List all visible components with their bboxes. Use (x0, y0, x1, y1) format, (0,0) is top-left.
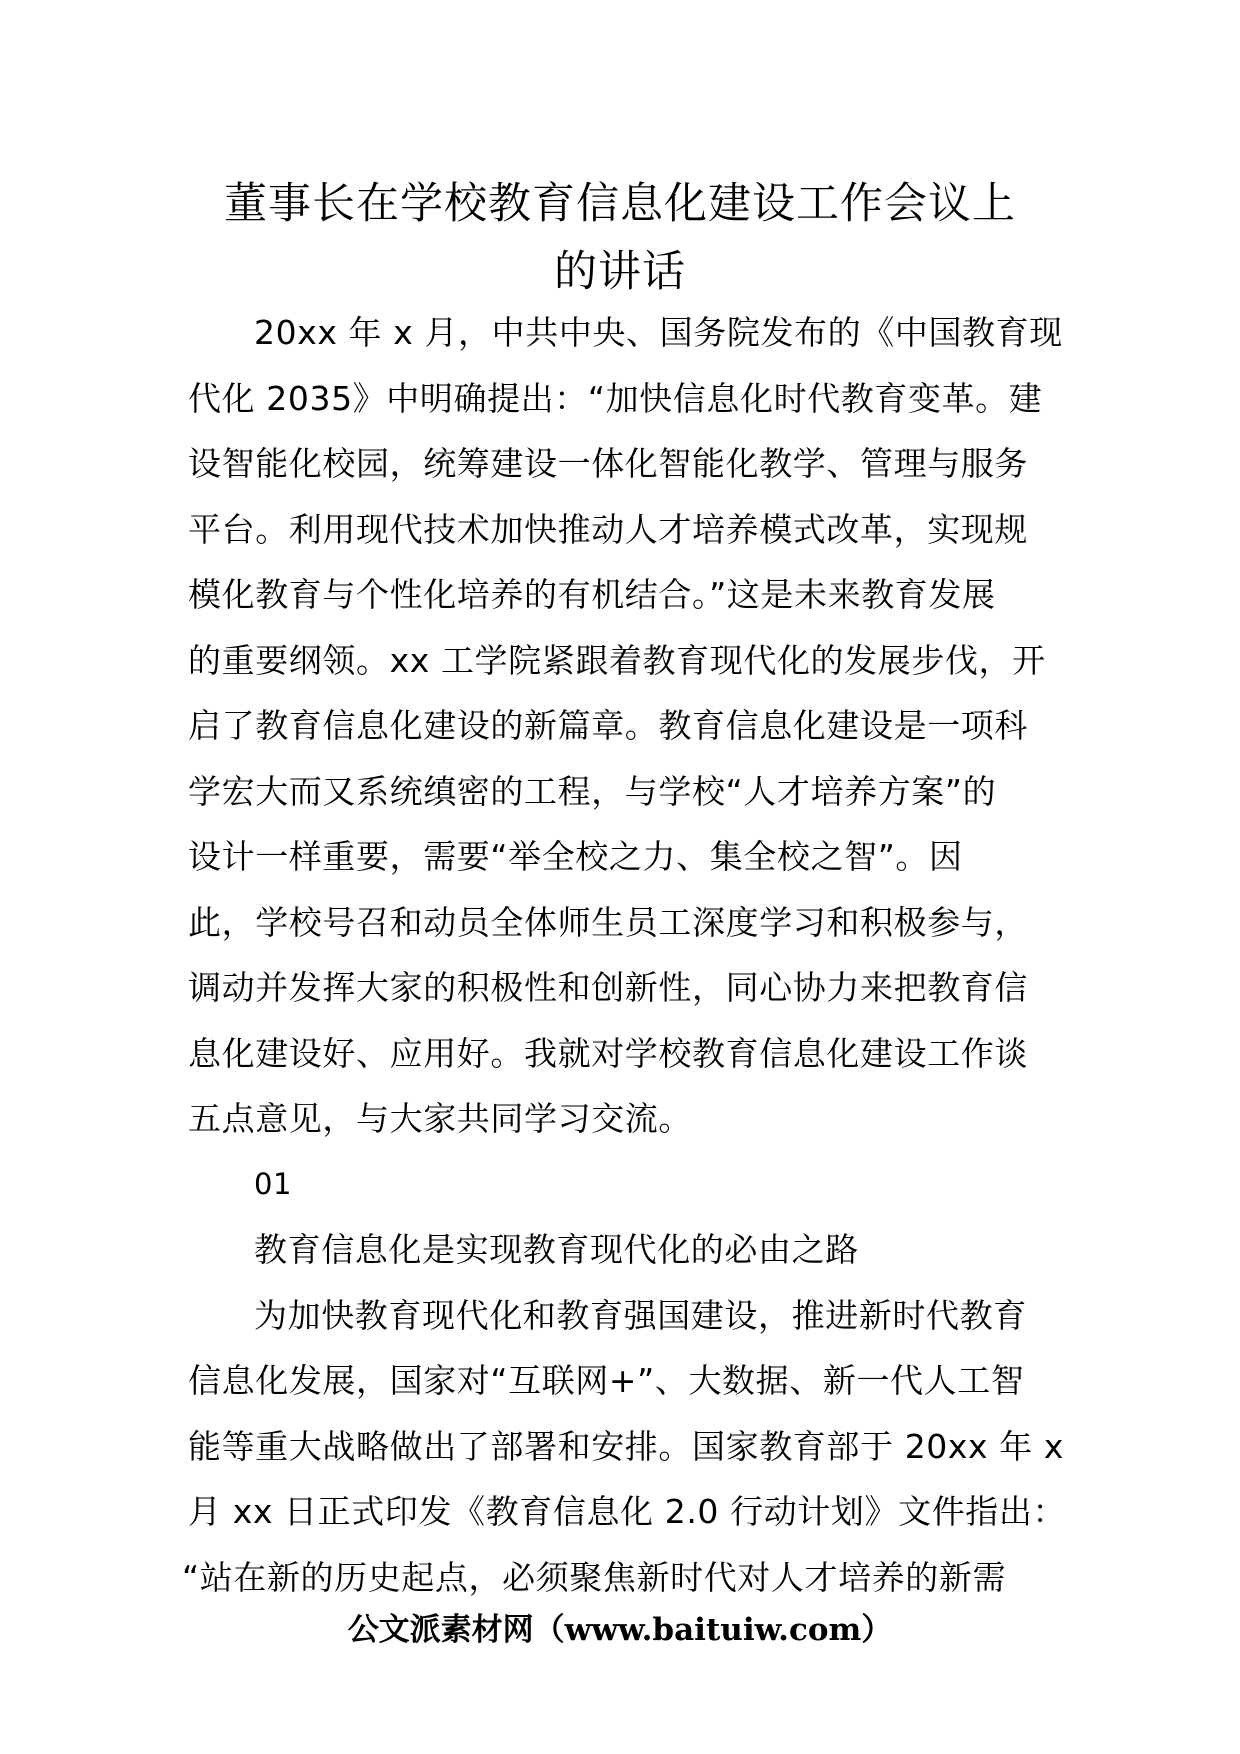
document-body (182, 300, 1067, 1610)
body-line: 启了教育信息化建设的新篇章。教育信息化建设是一项科 (188, 706, 1028, 745)
body-line: “站在新的历史起点，必须聚焦新时代对人才培养的新需 (182, 1557, 1007, 1597)
section-heading: 教育信息化是实现教育现代化的必由之路 (254, 1230, 859, 1269)
body-line: 月 xx 日正式印发《教育信息化 2.0 行动计划》文件指出： (188, 1492, 1067, 1531)
title-line-2: 的讲话 (554, 247, 686, 297)
section-number: 01 (254, 1166, 293, 1201)
document-title (180, 170, 1060, 306)
body-line: 设计一样重要，需要“举全校之力、集全校之智”。因 (188, 837, 963, 876)
body-line: 此，学校号召和动员全体师生员工深度学习和积极参与， (188, 902, 1028, 942)
body-line: 五点意见，与大家共同学习交流。 (188, 1099, 692, 1138)
page-footer-watermark: 公文派素材网（www.baituiw.com） (347, 1612, 893, 1648)
title-line-1: 董事长在学校教育信息化建设工作会议上 (224, 179, 1016, 229)
body-line: 调动并发挥大家的积极性和创新性，同心协力来把教育信 (188, 968, 1028, 1007)
body-line: 的重要纲领。xx 工学院紧跟着教育现代化的发展步伐，开 (188, 640, 1046, 680)
body-line: 20xx 年 x 月，中共中央、国务院发布的《中国教育现 (254, 313, 1063, 352)
body-line: 模化教育与个性化培养的有机结合。”这是未来教育发展 (188, 575, 996, 614)
body-line: 为加快教育现代化和教育强国建设，推进新时代教育 (254, 1295, 1027, 1335)
body-line: 设智能化校园，统筹建设一体化智能化教学、管理与服务 (188, 444, 1028, 483)
body-line: 能等重大战略做出了部署和安排。国家教育部于 20xx 年 x (188, 1426, 1065, 1466)
body-line: 学宏大而又系统缜密的工程，与学校“人才培养方案”的 (188, 771, 997, 811)
body-line: 息化建设好、应用好。我就对学校教育信息化建设工作谈 (188, 1033, 1028, 1073)
body-line: 信息化发展，国家对“互联网+”、大数据、新一代人工智 (188, 1361, 1025, 1400)
body-line: 代化 2035》中明确提出：“加快信息化时代教育变革。建 (188, 378, 1043, 418)
body-line: 平台。利用现代技术加快推动人才培养模式改革，实现规 (188, 509, 1028, 549)
